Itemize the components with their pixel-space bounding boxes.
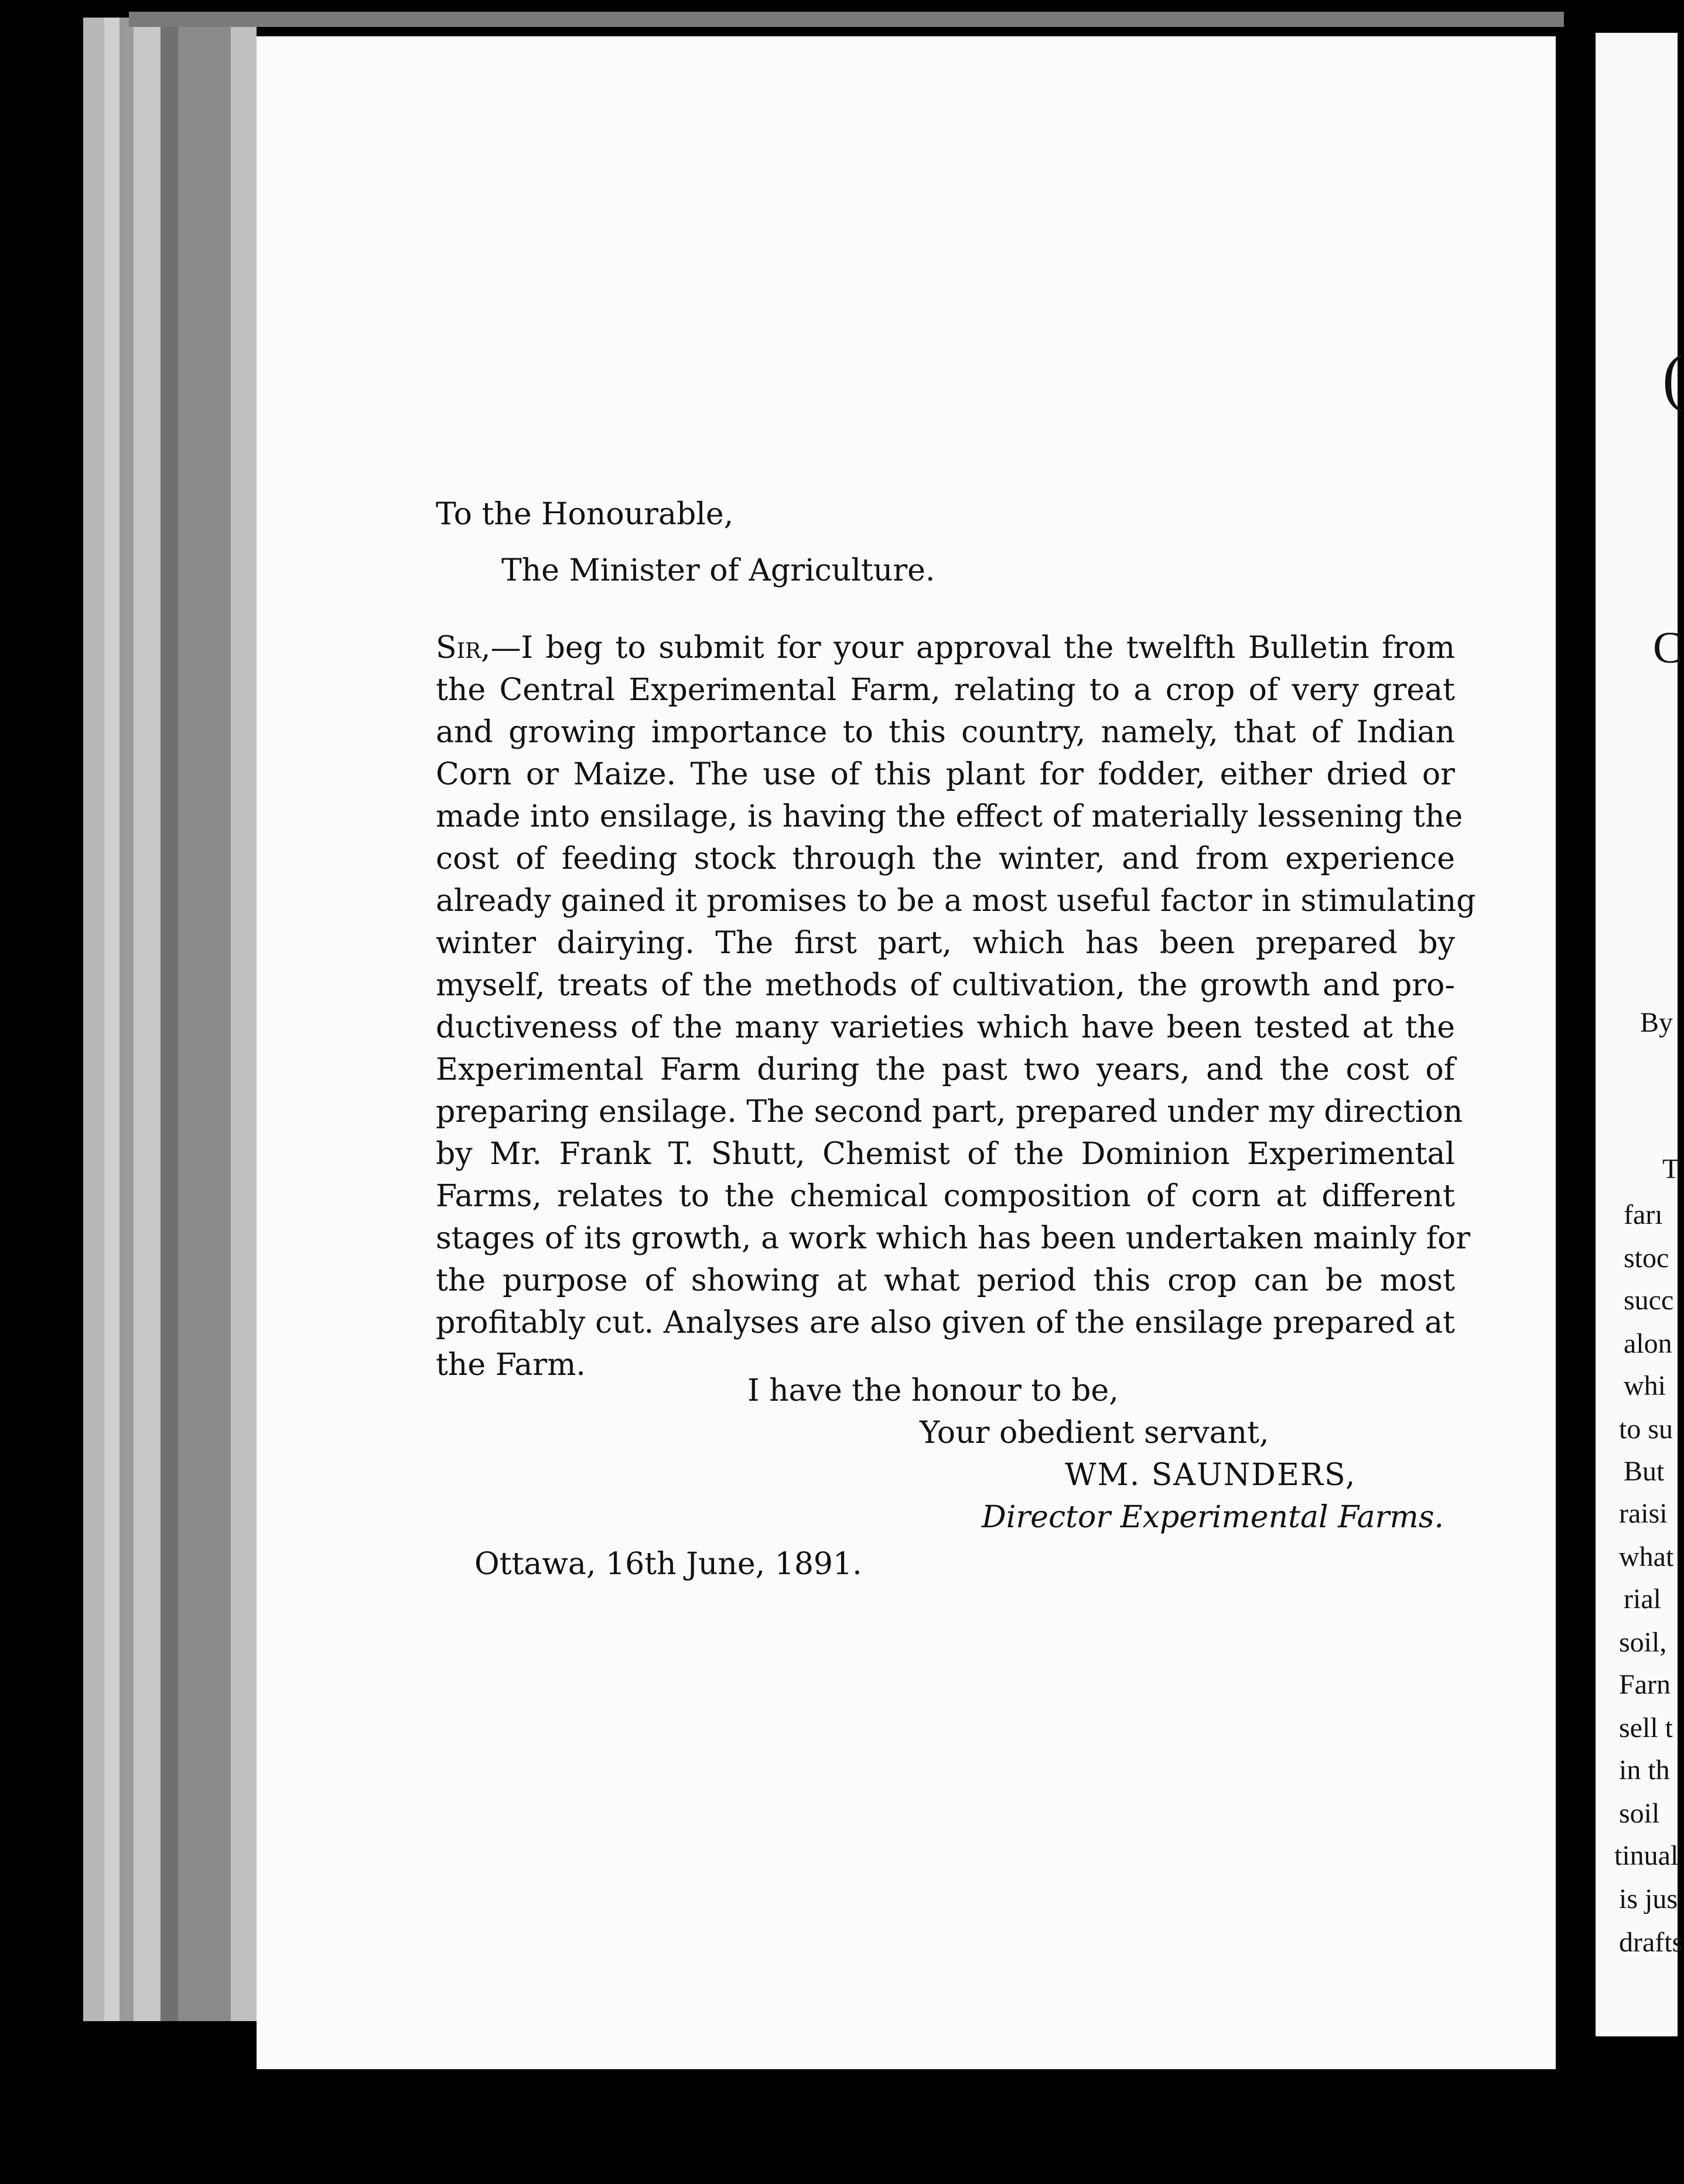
facing-fragment: ( <box>1662 342 1684 413</box>
facing-fragment: But <box>1624 1456 1665 1487</box>
paragraph-line: ductiveness of the many varieties which have been tested at the <box>436 1010 1455 1045</box>
facing-fragment: rial <box>1624 1584 1661 1615</box>
facing-fragment: soil, <box>1619 1627 1667 1658</box>
paragraph-line-text: —I beg to submit for your approval the twelfth Bulletin from <box>490 630 1455 666</box>
facing-fragment: drafts <box>1619 1927 1683 1958</box>
paragraph-line: the Central Experimental Farm, relating to a crop of very great <box>436 673 1455 708</box>
paragraph-line: Corn or Maize. The use of this plant for fodder, either dried or <box>436 757 1455 792</box>
facing-fragment: to su <box>1619 1414 1673 1445</box>
paragraph-line: and growing importance to this country, namely, that of Indian <box>436 715 1455 750</box>
sir-word: Sir, <box>436 630 491 666</box>
facing-fragment: soil <box>1619 1798 1660 1829</box>
salutation-line-2: The Minister of Agriculture. <box>501 553 935 588</box>
facing-fragment: Farn <box>1619 1669 1671 1700</box>
paragraph-line: Experimental Farm during the past two years, and the cost of <box>436 1052 1455 1087</box>
facing-fragment: is jus <box>1619 1883 1678 1915</box>
paragraph-line: already gained it promises to be a most useful factor in stimulating <box>436 883 1476 919</box>
facing-fragment: whi <box>1624 1370 1666 1401</box>
facing-fragment: succ <box>1624 1285 1674 1316</box>
paragraph-line: myself, treats of the methods of cultivation, the growth and pro- <box>436 968 1455 1003</box>
facing-fragment: stoc <box>1624 1243 1669 1274</box>
date-line: Ottawa, 16th June, 1891. <box>474 1547 862 1582</box>
paragraph-line: made into ensilage, is having the effect of materially lessening the <box>436 799 1463 834</box>
facing-fragment: tinual <box>1614 1840 1679 1871</box>
paragraph-line: by Mr. Frank T. Shutt, Chemist of the Dominion Experimental <box>436 1137 1455 1172</box>
paragraph-line: Farms, relates to the chemical composition of corn at different <box>436 1179 1455 1214</box>
paragraph-line: stages of its growth, a work which has been undertaken mainly for <box>436 1221 1471 1256</box>
facing-fragment: C <box>1653 623 1683 673</box>
signature-title: Director Experimental Farms. <box>982 1500 1444 1535</box>
facing-fragment: in th <box>1619 1755 1670 1786</box>
paragraph-line <box>436 627 1455 669</box>
salutation-line-1: To the Honourable, <box>436 497 734 532</box>
facing-fragment: By <box>1640 1007 1673 1038</box>
closing-servant: Your obedient servant, <box>920 1415 1269 1451</box>
paragraph-line: preparing ensilage. The second part, prepared under my direction <box>436 1094 1463 1129</box>
paragraph-line: winter dairying. The first part, which has been prepared by <box>436 926 1455 961</box>
facing-fragment: what <box>1619 1541 1674 1572</box>
closing-line: I have the honour to be, <box>747 1373 1119 1408</box>
facing-fragment: alon <box>1624 1328 1672 1359</box>
facing-fragment: T <box>1662 1154 1680 1185</box>
paragraph-line: the purpose of showing at what period this crop can be most <box>436 1263 1455 1298</box>
paragraph-line: the Farm. <box>436 1347 586 1383</box>
facing-fragment: farı <box>1624 1199 1663 1230</box>
facing-fragment: sell t <box>1619 1712 1673 1743</box>
paragraph-line: cost of feeding stock through the winter, and from experience <box>436 841 1455 876</box>
signature: WM. SAUNDERS, <box>1065 1458 1357 1493</box>
paragraph-line: profitably cut. Analyses are also given of the ensilage prepared at <box>436 1305 1455 1340</box>
facing-fragment: raisi <box>1619 1498 1668 1529</box>
